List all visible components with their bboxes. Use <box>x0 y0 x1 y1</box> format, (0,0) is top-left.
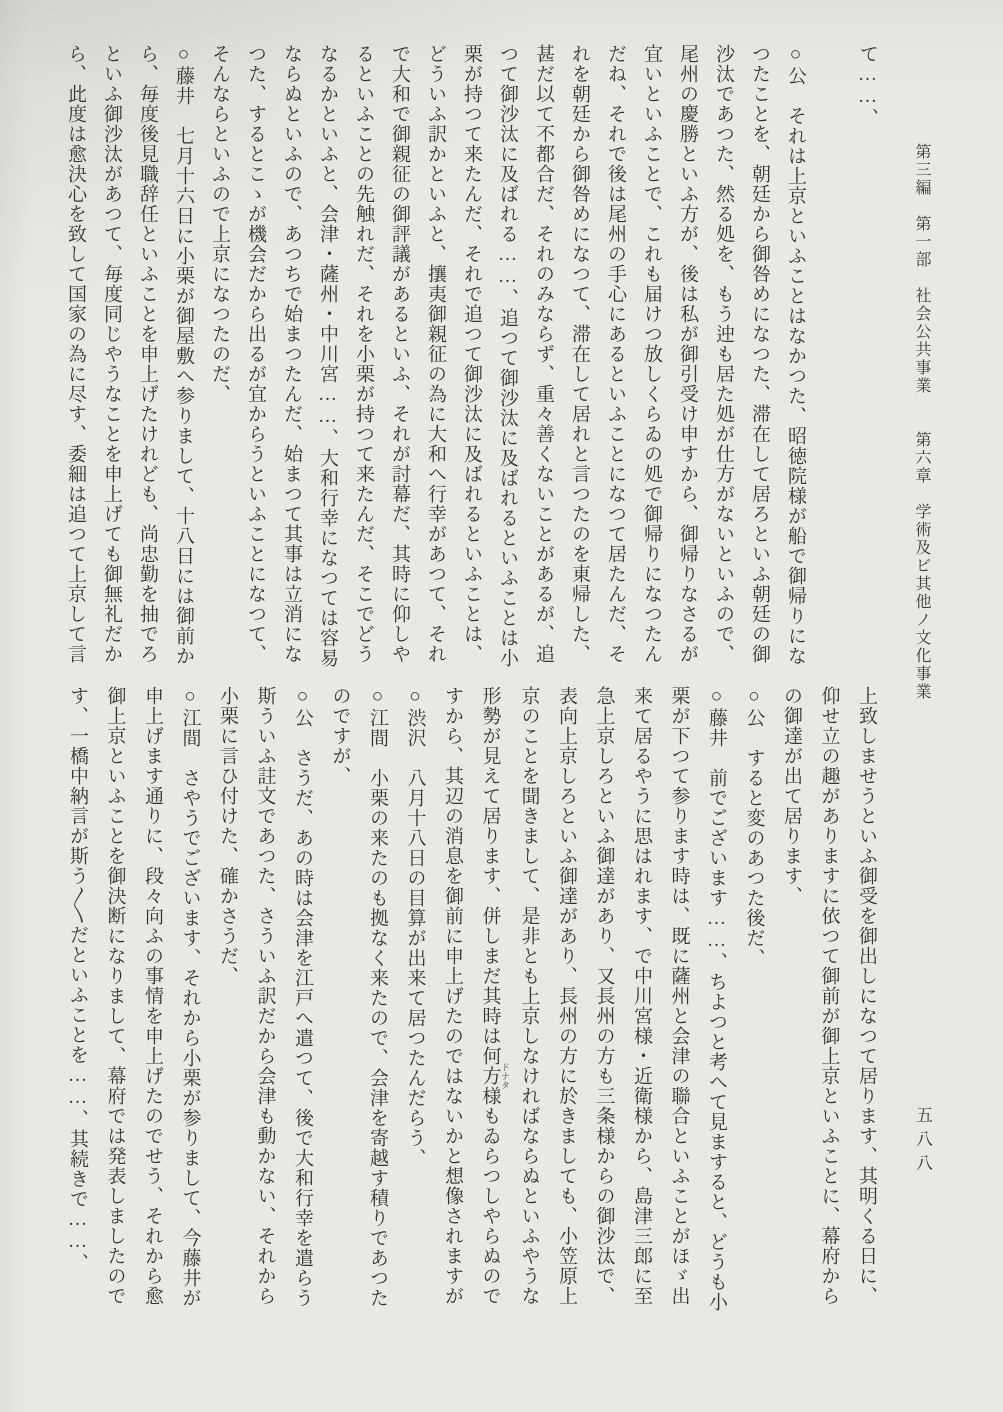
text-line: ○藤井 七月十六日に小栗が御屋敷へ参りまして、十八日には御前か <box>173 44 194 666</box>
text-line: つた、するとこゝが機会だから出るが宜からうといふことになつて、 <box>245 44 266 664</box>
text-line: 申上げます通りに、段々向ふの事情を申上げたのでせう、それから愈 <box>142 686 163 1306</box>
text-line: どういふ訳かといふと、攘夷御親征の為に大和へ行幸があつて、それ <box>425 44 446 664</box>
text-line: るといふことの先触れだ、それを小栗が持つて来たんだ、そこでどう <box>353 44 374 664</box>
text-line <box>813 44 849 692</box>
text-line: 御上京といふことを御決断になりまして、幕府では発表しましたので <box>104 686 126 1306</box>
text-line: て……、 <box>857 44 878 128</box>
text-line: 京のことを聞きまして、是非とも上京しなければならぬといふやうな <box>518 686 540 1306</box>
text-line: といふ御沙汰があつて、毎度同じやうなことを申上げても御無礼だか <box>101 44 122 664</box>
top-text-block <box>57 44 885 696</box>
text-line: ら、毎度後見職辞任といふことを申上げたけれども、尚忠勤を抽でろ <box>137 44 158 664</box>
text-line: そんならといふので上京になつたのだ、 <box>209 44 230 404</box>
text-line: だね、それで後は尾州の手心にあるといふことになつて居たんだ、そ <box>605 44 626 664</box>
text-line: ○江間 さやうでございます、それから小栗が参りまして、今藤井が <box>179 686 201 1308</box>
text-line: つたことを、朝廷から御咎めになつた、滞在して居ろといふ朝廷の御 <box>749 44 770 664</box>
text-line: れを朝廷から御咎めになつて、滞在して居れと言つたのを東帰した、 <box>569 44 590 664</box>
text-line: 表向上京しろといふ御達があり、長州の方に於きましても、小笠原上 <box>556 686 577 1306</box>
text-line: のですが、 <box>329 686 351 786</box>
text-line: 沙汰であつた、然る処を、もう迚も居た処が仕方がないといふので、 <box>713 44 734 664</box>
text-line: ○江間 小栗の来たのも拠なく来たので、会津を寄越す積りであつた <box>367 686 388 1308</box>
text-line: す、一橋中納言が斯う〱だといふことを……、其続きで……、 <box>67 686 88 1273</box>
text-line: 小栗に言ひ付けた、確かさうだ、 <box>217 686 238 986</box>
page-number: 五八八 <box>913 1106 932 1178</box>
text-line: 形勢が見えて居ります、併しまだ其時は何方様 ドナタもゐらつしやらぬので <box>479 686 510 1306</box>
text-line: 栗が持つて来たんだ、それで追つて御沙汰に及ばれるといふことは、 <box>461 44 482 664</box>
text-line: つて御沙汰に及ばれる……、追つて御沙汰に及ばれるといふことは小 <box>497 44 518 668</box>
text-line: ○公 それは上京といふことはなかつた、昭徳院様が船で御帰りにな <box>785 44 806 666</box>
bottom-text-block <box>59 686 886 1338</box>
text-line: ○公 すると変のあつた後だ、 <box>743 686 765 968</box>
text-line: ○渋沢 八月十八日の目算が出来て居つたんだらう、 <box>404 686 426 1168</box>
text-line: ○公 さうだ、あの時は会津を江戸へ遣つて、後で大和行幸を遣らう <box>292 686 313 1308</box>
text-line: 上致しませうといふ御受を御出しになつて居ります、其明くる日に、 <box>856 686 877 1306</box>
text-line: 栗が下つて参ります時は、既に薩州と会津の聯合といふことがほゞ出 <box>668 686 690 1306</box>
text-line: ○藤井 前でございます……、ちよつと考へて見ますると、どうも小 <box>706 686 727 1312</box>
text-line: 尾州の慶勝といふ方が、後は私が御引受け申すから、御帰りなさるが <box>677 44 698 664</box>
text-line: 斯ういふ註文であつた、さういふ訳だから会津も動かない、それから <box>254 686 276 1306</box>
text-line: 急上京しろといふ御達があり、又長州の方も三条様からの御沙汰で、 <box>593 686 615 1306</box>
running-head: 第三編 第一部 社会公共事業 第六章 学術及ビ其他ノ文化事業 <box>913 143 930 701</box>
text-line: 甚だ以て不都合だ、それのみならず、重々善くないことがあるが、追 <box>533 44 554 664</box>
text-line: ら、此度は愈決心を致して国家の為に尽す、委細は追つて上京して言 <box>65 44 86 664</box>
text-line: 宜いといふことで、これも届けつ放しくらゐの処で御帰りになつたん <box>641 44 662 664</box>
text-line: すから、其辺の消息を御前に申上げたのではないかと想像されますが <box>442 686 463 1306</box>
text-line: なるかといふと、会津・薩州・中川宮……、大和行幸になつては容易 <box>317 44 338 668</box>
text-line: 仰せ立の趣がありますに依つて御前が御上京といふことに、幕府から <box>818 686 840 1306</box>
text-line: の御達が出て居ります、 <box>781 686 802 906</box>
text-line: ならぬといふので、あつちで始まつたんだ、始まつて其事は立消にな <box>281 44 302 664</box>
text-line: 来て居るやうに思はれます、で中川宮様・近衛様から、島津三郎に至 <box>631 686 652 1306</box>
ruby-annotated-word: 何方様 ドナタ <box>479 1046 510 1106</box>
text-line: で大和で御親征の御評議があるといふ、それが討幕だ、其時に仰しや <box>389 44 410 664</box>
